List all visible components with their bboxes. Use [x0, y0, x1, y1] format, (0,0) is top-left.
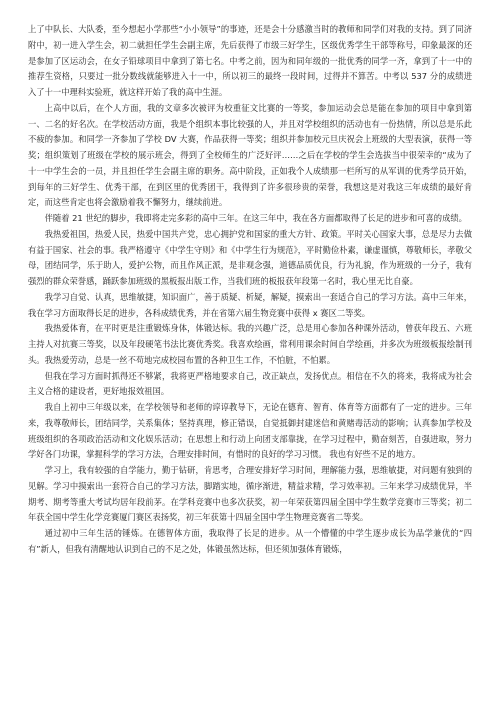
document-page: [28, 22, 472, 558]
paragraph: 但我在学习方面时抓得还不够紧，我将更严格地要求自己，改正缺点，发扬优点。相信在不久的将来，我将成为社会主义合格的建设者，更好地报效祖国。: [28, 370, 472, 397]
paragraph: 我热爱祖国，热爱人民，热爱中国共产党，忠心拥护党和国家的重大方针、政策。平时关心国家大事，总是尽力去做有益于国家、社会的事。我严格遵守《中学生守则》和《中学生行为规范》，平时勤俭朴素，谦虚谨慎，尊敬师长，孝敬父母，团结同学，乐于助人，爱护公物，而且作风正派，是非观念强，道德品质优良，行为礼貌，作为班级的一分子，我有强烈的群众荣誉感，踊跃参加班级的黑板报出版工作，当我们班的板报获年段第一名时，我心里无比自豪。: [28, 228, 472, 286]
paragraph: 上高中以后，在个人方面，我的文章多次被评为校重征文比赛的一等奖，参加运动会总是能在参加的项目中拿到第一、二名的好名次。在学校活动方面，我是个组织本事比较强的人，并且对学校组织的活动也有一份热情，所以总是乐此不疲的参加。和同学一齐参加了学校 DV 大赛，作品获得一等奖；组织并参加校元旦庆祝会上班级的大型表演，获得一等奖；组织策划了班级在学校的展示班会，得到了全校师生的广泛好评……之后在学校的学生会选拔当中很荣幸的“成为了十一中学生会的一员，并且担任学生会副主席的职务。高中阶段，正如我个人成绩那一栏所写的从军训的优秀学员开始，到每年的三好学生、优秀干部，在到区里的优秀团干，我得到了许多很珍贵的荣誉，我想这是对我这三年成绩的最好肯定，而这些肯定也将会激励着我不懈努力，继续前进。: [28, 102, 472, 208]
paragraph: 伴随着 21 世纪的脚步，我即将走完多彩的高中三年。在这三年中，我在各方面都取得了长足的进步和可喜的成绩。: [44, 213, 467, 223]
paragraph: 我热爱体育，在平时更是注重锻炼身体，体锻达标。我的兴趣广泛，总是用心参加各种课外活动，曾获年段五、六班主持人对抗赛三等奖，以及年段硬笔书法比赛优秀奖。我喜欢绘画，常利用课余时间自学绘画，并多次为班级板报绘制刊头。我热爱劳动，总是一丝不苟地完成校园布置的各种卫生工作，不怕脏，不怕累。: [28, 323, 472, 365]
paragraph: 上了中队长、大队委，至今想起小学那些“小小领导”的事迹，还是会十分感激当时的教师和同学们对我的支持。到了同济附中，初一进入学生会，初二就担任学生会副主席，先后获得了市级三好学生，区级优秀学生干部等称号，印象最深的还是参加了区运动会，在女子铅球项目中拿到了第七名。中考之前，因为和同年级的一批优秀的同学一齐，拿到了十一中的推荐生资格，只要过一批分数线就能够进入十一中，所以初三的最终一段时间，过得并不算苦。中考以 537 分的成绩进入了十一中理科实验班，就这样开始了我的高中生涯。: [28, 24, 472, 97]
paragraph: 我自上初中三年级以来，在学校领导和老师的谆谆教导下，无论在德育、智育、体育等方面都有了一定的进步。三年来，我尊敬师长，团结同学，关系集体；坚持真理，修正错误，自觉抵御封建迷信和黄赌毒活动的影响；认真参加学校及班级组织的各项政治活动和文化娱乐活动；在思想上和行动上向团支部靠拢，在学习过程中，勤奋刻苦，自强进取，努力学好各门功课，掌握科学的学习方法，合理安排时间，有惜时的良好的学习习惯。 我也有好些不足的地方。: [28, 402, 472, 460]
paragraph: 通过初中三年生活的锤炼。在德智体方面，我取得了长足的进步。从一个懵懂的中学生逐步成长为品学兼优的“四有”新人，但我有清醒地认识到自己的不足之处，体锻虽然达标，但还须加强体育锻炼，: [28, 528, 472, 554]
paragraph: 我学习自觉、认真，思维敏捷，知识面广，善于质疑、析疑，解疑，摸索出一套适合自己的学习方法。高中三年来，我在学习方面取得长足的进步，各科成绩优秀，并在省第六届生物竞赛中获得 x 赛区二等奖。: [28, 291, 472, 318]
paragraph: 学习上，我有较强的自学能力，勤于钻研，肯思考，合理安排好学习时间，理解能力强，思维敏捷，对问题有独到的见解。学习中摸索出一套符合自己的学习方法，脚踏实地，循序渐进，精益求精，学习效率初。三年来学习成绩优异，半期考、期考等重大考试均居年段前茅。在学科竞赛中也多次获奖，初一年荣获第四届全国中学生数学竞赛市三等奖；初二年获全国中学生化学竞赛厦门赛区表扬奖，初三年获第十四届全国中学生物理竞赛省二等奖。: [28, 465, 472, 523]
